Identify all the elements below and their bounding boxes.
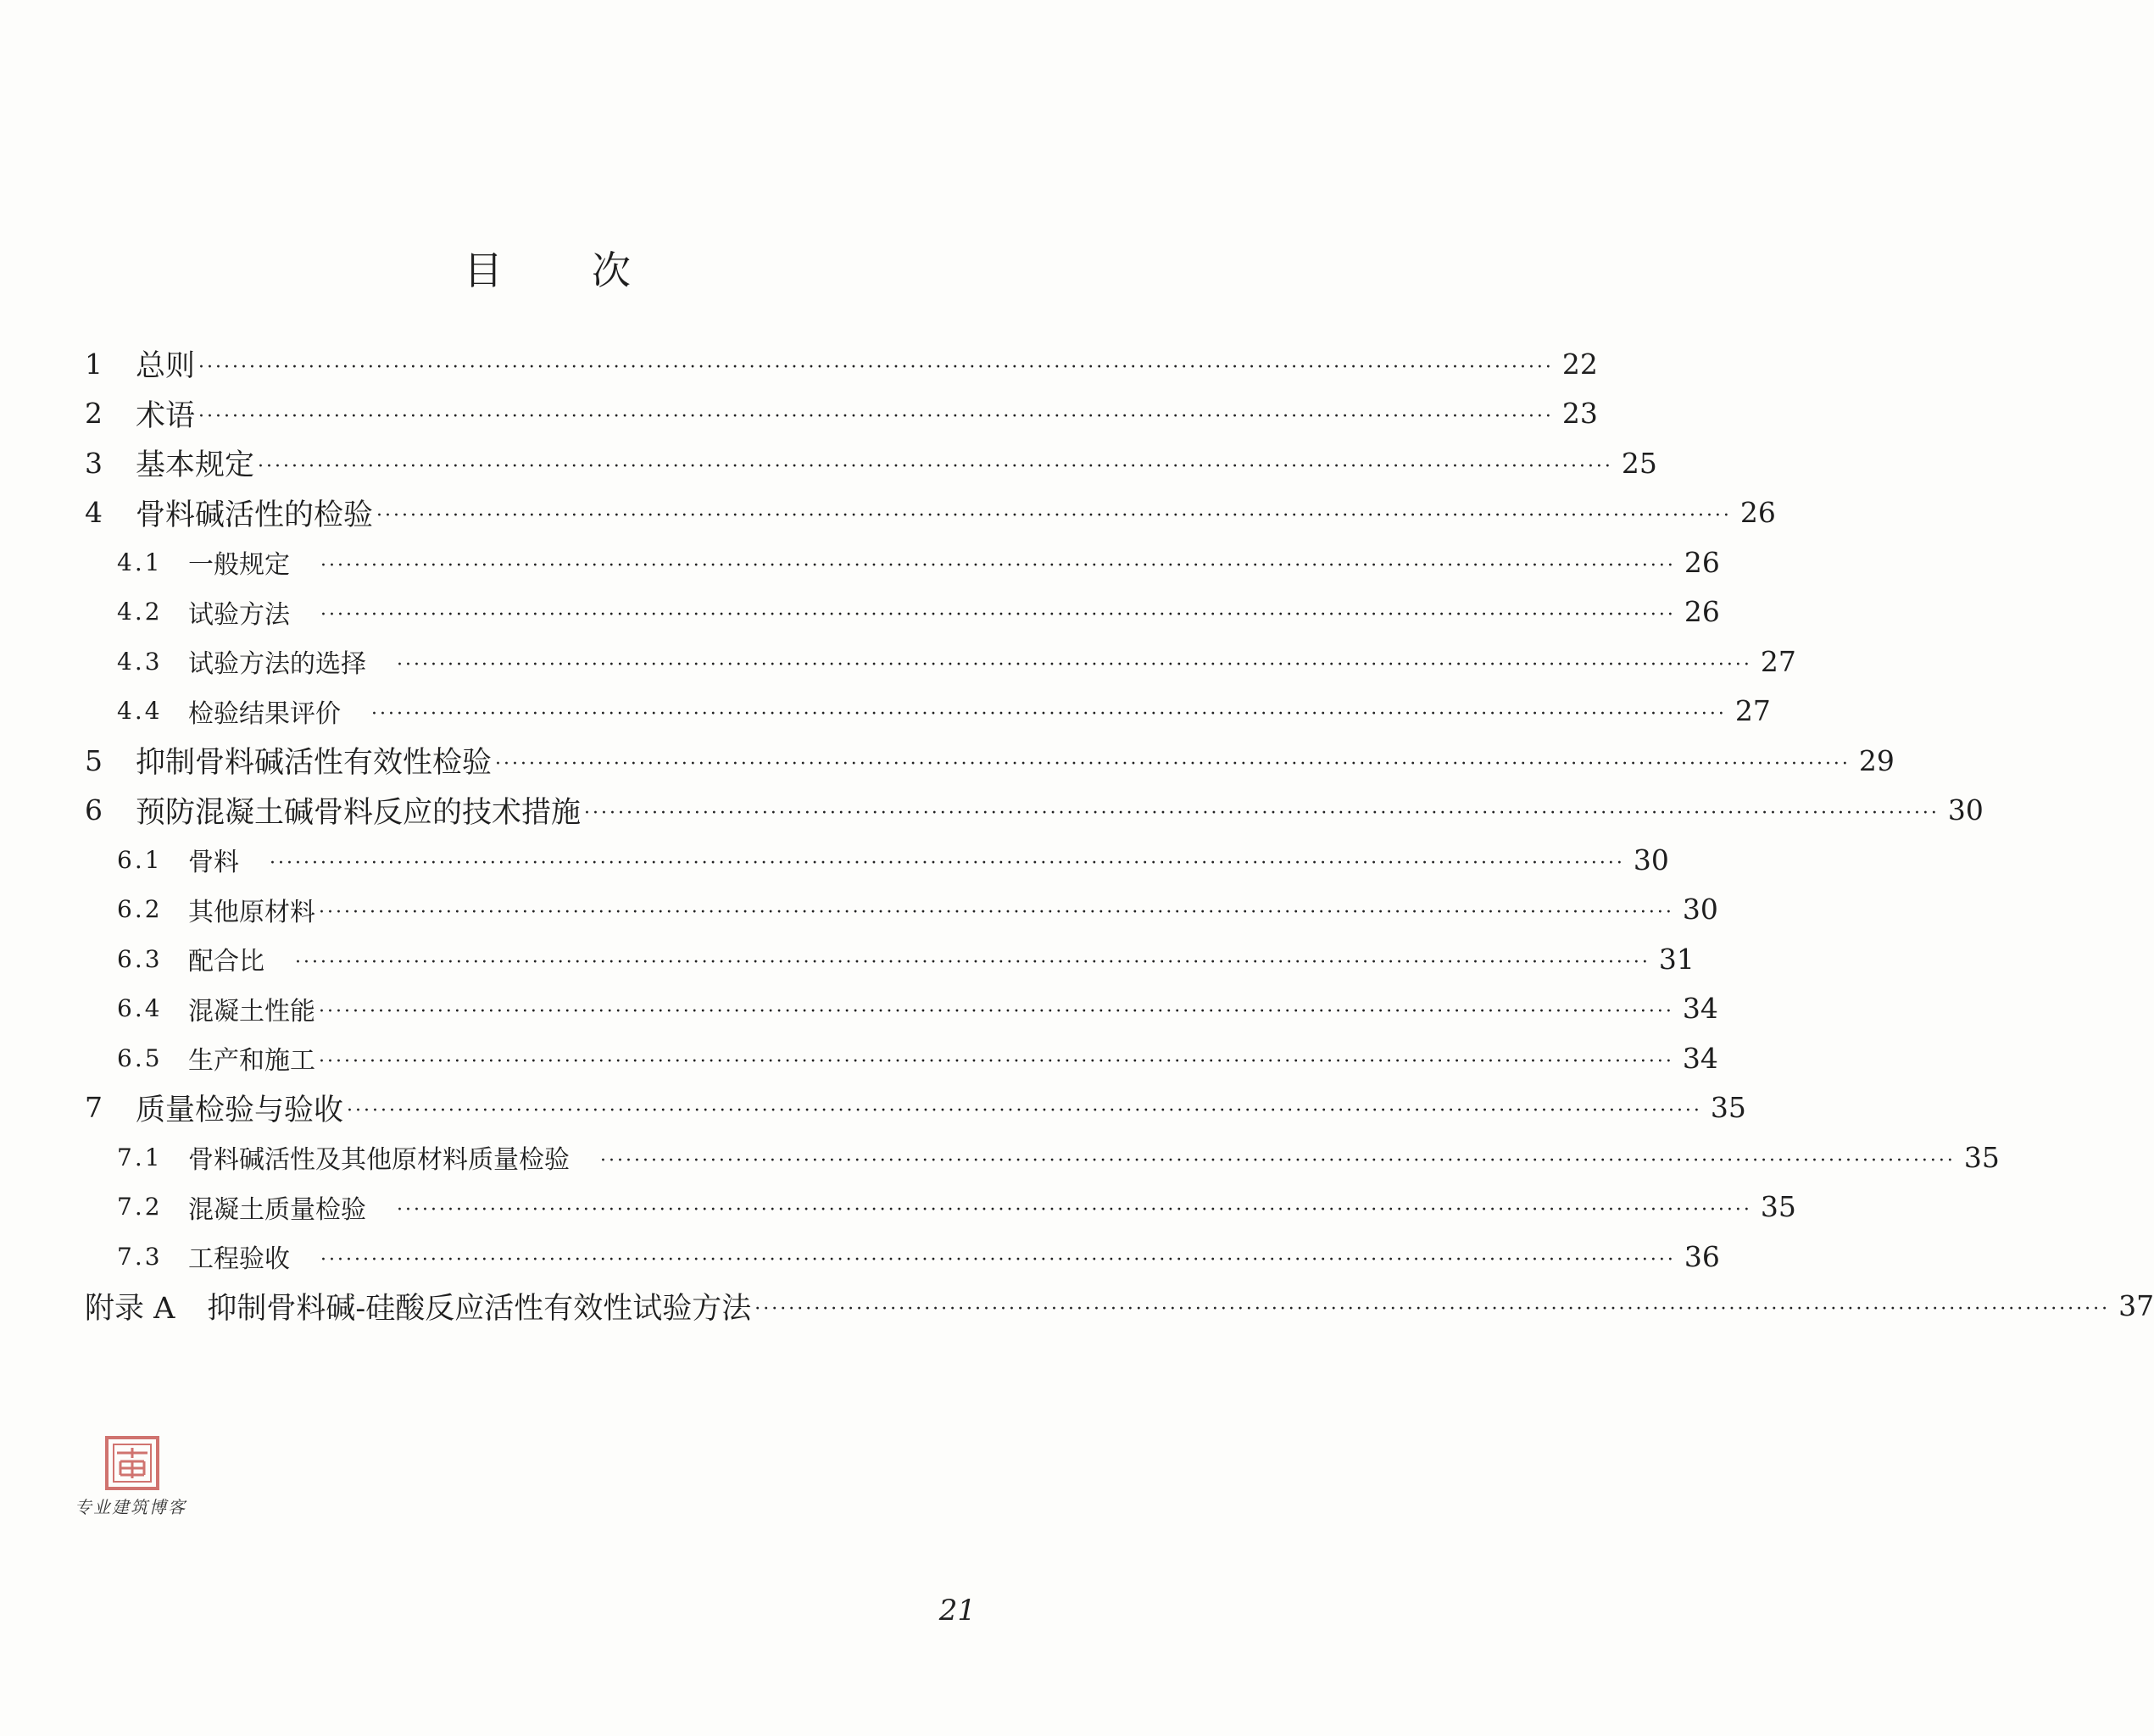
toc-entry-label: 骨料碱活性及其他原材料质量检验 bbox=[188, 1145, 570, 1176]
toc-entry-page: 35 bbox=[1760, 1190, 1796, 1224]
toc-entry-label: 术语 bbox=[136, 398, 196, 433]
toc-entry-number: 4 bbox=[85, 496, 103, 530]
seal-logo-icon bbox=[105, 1436, 159, 1490]
toc-entry-page: 34 bbox=[1682, 992, 1718, 1026]
dot-leader: ································································································································································ bbox=[347, 1100, 1702, 1122]
dot-leader: ································································································································································ bbox=[270, 852, 1625, 874]
dot-leader: ································································································································································ bbox=[258, 455, 1613, 477]
toc-entry-number: 7.1 bbox=[117, 1143, 163, 1171]
toc-entry[interactable] bbox=[85, 637, 1796, 687]
toc-entry-number: 3 bbox=[85, 446, 103, 480]
dot-leader: ································································································································································ bbox=[371, 704, 1727, 726]
toc-entry-label: 混凝土质量检验 bbox=[188, 1194, 366, 1225]
toc-entry-page: 23 bbox=[1561, 397, 1598, 431]
toc-title: 目次 bbox=[464, 247, 720, 293]
toc-entry-number: 6 bbox=[85, 793, 103, 827]
toc-entry-number: 6.3 bbox=[117, 944, 163, 973]
toc-entry-label: 试验方法 bbox=[188, 599, 290, 630]
toc-entry-page: 26 bbox=[1739, 496, 1776, 530]
dot-leader: ································································································································································ bbox=[397, 654, 1752, 676]
toc-entry-page: 31 bbox=[1658, 942, 1695, 976]
toc-entry-page: 27 bbox=[1760, 644, 1796, 678]
dot-leader: ································································································································································ bbox=[600, 1149, 1956, 1171]
toc-entry-number: 2 bbox=[85, 397, 103, 431]
toc-entry-number: 1 bbox=[85, 347, 103, 381]
toc-entry-label: 试验方法的选择 bbox=[188, 649, 366, 680]
toc-entry-page: 35 bbox=[1963, 1140, 2000, 1174]
toc-entry-number: 7.2 bbox=[117, 1193, 163, 1221]
dot-leader: ································································································································································ bbox=[754, 1299, 2111, 1321]
toc-entry-page: 29 bbox=[1858, 743, 1895, 777]
toc-entry-page: 30 bbox=[1947, 793, 1984, 827]
dot-leader: ································································································································································ bbox=[295, 951, 1650, 973]
toc-entry-label: 骨料碱活性的检验 bbox=[136, 498, 374, 532]
dot-leader: ································································································································································ bbox=[198, 356, 1554, 378]
toc-entry-page: 34 bbox=[1682, 1041, 1718, 1075]
dot-leader: ································································································································································ bbox=[319, 1001, 1674, 1023]
toc-entry[interactable] bbox=[85, 934, 1695, 984]
toc-entry[interactable] bbox=[85, 1232, 1720, 1282]
toc-entry[interactable] bbox=[85, 835, 1669, 885]
toc-entry-number: 6.2 bbox=[117, 895, 163, 924]
dot-leader: ································································································································································ bbox=[397, 1199, 1752, 1221]
toc-entry[interactable] bbox=[85, 984, 1718, 1034]
toc-entry-label: 总则 bbox=[136, 349, 196, 384]
toc-entry[interactable] bbox=[85, 389, 1598, 439]
toc-entry-label: 骨料 bbox=[188, 848, 239, 878]
toc-entry[interactable] bbox=[85, 736, 1895, 786]
toc-entry-label: 生产和施工 bbox=[188, 1046, 315, 1077]
toc-entry-page: 26 bbox=[1684, 545, 1720, 579]
dot-leader: ································································································································································ bbox=[584, 803, 1940, 825]
toc-entry-page: 30 bbox=[1682, 893, 1718, 926]
toc-entry-label: 检验结果评价 bbox=[188, 698, 341, 729]
toc-entry-number: 6.1 bbox=[117, 845, 163, 874]
toc-entry-label: 基本规定 bbox=[136, 448, 255, 483]
toc-entry-number: 6.5 bbox=[117, 1043, 163, 1072]
toc-entry-label: 工程验收 bbox=[188, 1244, 290, 1275]
watermark-caption: 专业建筑博客 bbox=[75, 1497, 186, 1517]
dot-leader: ································································································································································ bbox=[319, 902, 1674, 924]
toc-entry-label: 配合比 bbox=[188, 947, 264, 977]
toc-entry[interactable] bbox=[85, 1083, 1746, 1133]
toc-entry-label: 抑制骨料碱活性有效性检验 bbox=[136, 746, 493, 781]
dot-leader: ································································································································································ bbox=[376, 505, 1732, 527]
toc-entry-number: 5 bbox=[85, 743, 103, 777]
dot-leader: ································································································································································ bbox=[320, 1249, 1676, 1271]
toc-entry-page: 35 bbox=[1710, 1091, 1746, 1125]
toc-entry[interactable] bbox=[85, 438, 1657, 488]
toc-entry[interactable] bbox=[85, 687, 1771, 737]
toc-entry-label: 混凝土性能 bbox=[188, 996, 315, 1027]
dot-leader: ································································································································································ bbox=[320, 604, 1676, 626]
toc-entry-label: 质量检验与验收 bbox=[136, 1093, 344, 1127]
toc-entry[interactable] bbox=[85, 488, 1776, 538]
dot-leader: ································································································································································ bbox=[198, 406, 1554, 428]
toc-entry[interactable] bbox=[85, 587, 1720, 637]
toc-entry[interactable] bbox=[85, 1282, 2154, 1332]
toc-entry[interactable] bbox=[85, 1033, 1718, 1083]
table-of-contents bbox=[85, 339, 2154, 1331]
toc-entry-number: 4.4 bbox=[117, 697, 163, 726]
toc-entry-page: 27 bbox=[1734, 694, 1771, 728]
toc-entry[interactable] bbox=[85, 885, 1718, 935]
toc-entry-number: 6.4 bbox=[117, 994, 163, 1023]
toc-entry-page: 25 bbox=[1621, 446, 1657, 480]
dot-leader: ································································································································································ bbox=[320, 554, 1676, 576]
toc-entry-page: 30 bbox=[1633, 843, 1669, 876]
toc-entry-label: 预防混凝土碱骨料反应的技术措施 bbox=[136, 795, 582, 830]
toc-entry-label: 其他原材料 bbox=[188, 897, 315, 927]
toc-entry-label: 一般规定 bbox=[188, 550, 290, 581]
toc-entry-number: 4.2 bbox=[117, 598, 163, 626]
toc-entry[interactable] bbox=[85, 786, 1984, 836]
toc-entry[interactable] bbox=[85, 537, 1720, 587]
toc-entry-number: 附录 A bbox=[85, 1291, 175, 1326]
toc-entry-page: 22 bbox=[1561, 347, 1598, 381]
page-number: 21 bbox=[938, 1594, 976, 1628]
dot-leader: ································································································································································ bbox=[319, 1050, 1674, 1072]
toc-entry-number: 4.1 bbox=[117, 548, 163, 576]
toc-entry-page: 26 bbox=[1684, 595, 1720, 629]
toc-entry-page: 36 bbox=[1684, 1239, 1720, 1273]
toc-entry-page: 37 bbox=[2118, 1289, 2154, 1323]
toc-entry-number: 7.3 bbox=[117, 1242, 163, 1271]
toc-entry[interactable] bbox=[85, 1132, 2000, 1182]
dot-leader: ································································································································································ bbox=[495, 753, 1851, 775]
toc-entry-number: 4.3 bbox=[117, 647, 163, 676]
toc-entry[interactable] bbox=[85, 339, 1598, 389]
toc-entry[interactable] bbox=[85, 1182, 1796, 1232]
toc-entry-number: 7 bbox=[85, 1091, 103, 1125]
toc-entry-label: 抑制骨料碱-硅酸反应活性有效性试验方法 bbox=[207, 1291, 752, 1326]
